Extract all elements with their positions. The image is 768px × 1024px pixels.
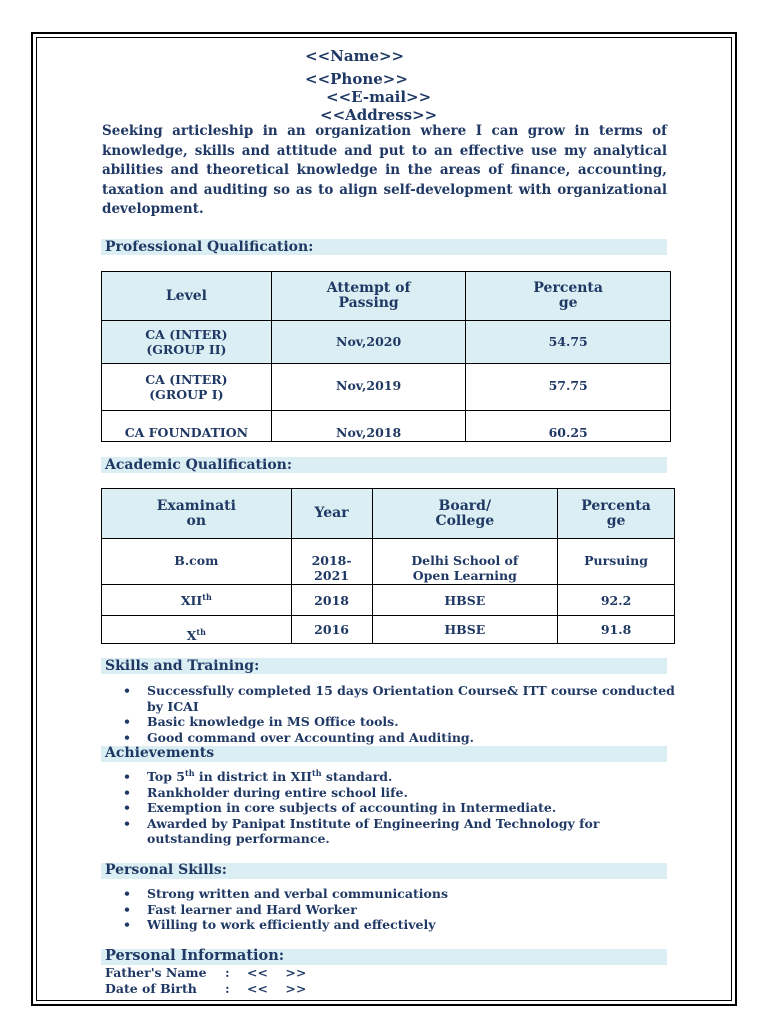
header-examination: Examinati on (102, 489, 292, 539)
cell-level: CA FOUNDATION (102, 411, 272, 442)
candidate-phone: <<Phone>> (305, 70, 408, 88)
cell-percentage: 91.8 (558, 616, 675, 644)
table-row (102, 539, 675, 585)
info-colon: : (225, 981, 230, 996)
cell-year: 2018 (291, 585, 372, 616)
achievements-list (119, 769, 639, 847)
table-header-row (102, 272, 671, 321)
section-title-academic: Academic Qualification: (105, 457, 293, 473)
cell-board: HBSE (372, 585, 558, 616)
list-item: • Willing to work efficiently and effectively (119, 917, 659, 933)
header-level: Level (102, 272, 272, 321)
cell-percentage: Pursuing (558, 539, 675, 585)
list-item: • Fast learner and Hard Worker (119, 902, 659, 918)
table-row (102, 364, 671, 411)
section-title-professional: Professional Qualification: (105, 239, 314, 255)
candidate-address: <<Address>> (320, 106, 438, 124)
list-item: • Exemption in core subjects of accounting in Intermediate. (119, 800, 639, 816)
list-item: • Strong written and verbal communications (119, 886, 659, 902)
cell-attempt: Nov,2020 (271, 321, 466, 364)
cell-exam: B.com (102, 539, 292, 585)
info-key: Date of Birth (105, 981, 197, 996)
table-row (102, 411, 671, 442)
info-value: << >> (247, 965, 307, 980)
header-attempt: Attempt of Passing (271, 272, 466, 321)
cell-exam: XIIth (102, 585, 292, 616)
list-item: • Successfully completed 15 days Orientation Course& ITT course conducted by ICAI (119, 683, 684, 714)
list-item: • Basic knowledge in MS Office tools. (119, 714, 684, 730)
header-percentage: Percenta ge (466, 272, 671, 321)
professional-qualification-table (101, 271, 671, 442)
cell-level: CA (INTER) (GROUP II) (102, 321, 272, 364)
section-title-personal-info: Personal Information: (105, 947, 285, 964)
career-objective: Seeking articleship in an organization where I can grow in terms of knowledge, skills and attitude and put to an effective use my analytical abilities and theoretical knowledge in the areas of finance, accounting, taxation and auditing so as to align self-development with organizational development. (102, 123, 667, 217)
table-row (102, 585, 675, 616)
academic-qualification-table (101, 488, 675, 644)
candidate-name: <<Name>> (305, 47, 405, 65)
cell-percentage: 60.25 (466, 411, 671, 442)
table-row (102, 616, 675, 644)
info-value: << >> (247, 981, 307, 996)
cell-exam: Xth (102, 616, 292, 644)
personal-skills-list (119, 886, 659, 933)
cell-percentage: 57.75 (466, 364, 671, 411)
list-item: • Awarded by Panipat Institute of Engineering And Technology for outstanding performance. (119, 816, 639, 847)
info-row-father-name (105, 965, 306, 980)
header-board: Board/ College (372, 489, 558, 539)
header-year: Year (291, 489, 372, 539)
cell-year: 2018- 2021 (291, 539, 372, 585)
list-item: • Rankholder during entire school life. (119, 785, 639, 801)
section-title-personal-skills: Personal Skills: (105, 862, 227, 878)
info-key: Father's Name (105, 965, 207, 980)
list-item: • Good command over Accounting and Auditing. (119, 730, 684, 746)
section-title-skills: Skills and Training: (105, 658, 260, 674)
info-colon: : (225, 965, 230, 980)
info-row-date-of-birth (105, 981, 306, 996)
cell-level: CA (INTER) (GROUP I) (102, 364, 272, 411)
cell-percentage: 54.75 (466, 321, 671, 364)
cell-board: HBSE (372, 616, 558, 644)
cell-percentage: 92.2 (558, 585, 675, 616)
candidate-email: <<E-mail>> (326, 88, 432, 106)
skills-list (119, 683, 684, 745)
section-title-achievements: Achievements (105, 745, 215, 761)
cell-year: 2016 (291, 616, 372, 644)
list-item: • Top 5th in district in XIIth standard. (119, 769, 639, 785)
header-percentage: Percenta ge (558, 489, 675, 539)
cell-attempt: Nov,2019 (271, 364, 466, 411)
cell-board: Delhi School of Open Learning (372, 539, 558, 585)
table-row (102, 321, 671, 364)
table-header-row (102, 489, 675, 539)
cell-attempt: Nov,2018 (271, 411, 466, 442)
